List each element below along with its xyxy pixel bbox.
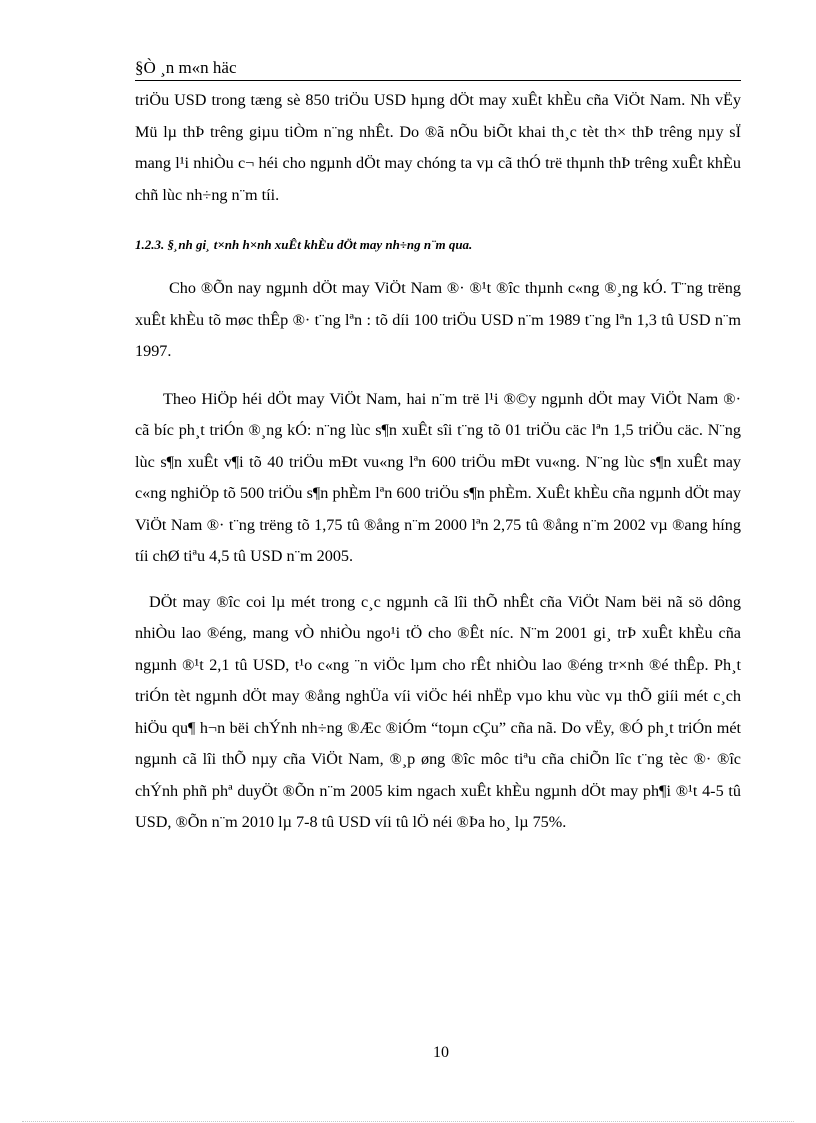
page-header: §Ò ¸n m«n häc xyxy=(135,58,741,81)
page-number: 10 xyxy=(433,1044,449,1061)
paragraph: DÖt may ®îc coi lµ mét trong c¸c ngµnh cã lîi thÕ nhÊt cña ViÖt Nam bëi nã sö dông nhiÒu lao ®éng, mang vÒ nhiÒu ngo¹i tÖ cho ®Êt níc. N¨m 2001 gi¸ trÞ xuÊt khÈu cña ngµnh ®¹t 2,1 tû USD, t¹o c«ng ¨n viÖc lµm cho rÊt nhiÒu lao ®éng tr×nh ®é thÊp. Ph¸t triÓn tèt ngµnh dÖt may ®ång nghÜa víi viÖc héi nhËp vµo khu vùc vµ thÕ giíi mét c¸ch hiÖu qu¶ h¬n bëi chÝnh nh÷ng ®Æc ®iÓm “toµn cÇu” cña nã. Do vËy, ®Ó ph¸t triÓn mét ngµnh cã lîi thÕ nµy cña ViÖt Nam, ®¸p øng ®îc môc tiªu cña chiÕn lîc t¨ng tèc ®· ®îc chÝnh phñ phª duyÖt ®Õn n¨m 2005 kim ngach xuÊt khÈu ngµnh dÖt may ph¶i ®¹t 4-5 tû USD, ®Õn n¨m 2010 lµ 7-8 tû USD víi tû lÖ néi ®Þa ho¸ lµ 75%. xyxy=(135,592,741,831)
page-bottom-border xyxy=(22,1121,794,1122)
paragraph: triÖu USD trong tæng sè 850 triÖu USD hµng dÖt may xuÊt khÈu cña ViÖt Nam. Nh vËy Mü lµ thÞ trêng giµu tiÒm n¨ng nhÊt. Do ®ã nÕu biÕt khai th¸c tèt th× thÞ trêng nµy sÏ mang l¹i nhiÒu c¬ héi cho ngµnh dÖt may chóng ta vµ cã thÓ trë thµnh thÞ trêng xuÊt khÈu chñ lùc nh÷ng n¨m tíi. xyxy=(135,91,741,204)
section-heading: 1.2.3. §¸nh gi¸ t×nh h×nh xuÊt khÈu dÖt may nh÷ng n¨m qua. xyxy=(135,237,473,252)
paragraph: Theo HiÖp héi dÖt may ViÖt Nam, hai n¨m trë l¹i ®©y ngµnh dÖt may ViÖt Nam ®· cã bíc ph¸t triÓn ®¸ng kÓ: n¨ng lùc s¶n xuÊt sîi t¨ng tõ 01 triÖu cäc lªn 1,5 triÖu cäc. N¨ng lùc s¶n xuÊt v¶i tõ 40 triÖu mÐt vu«ng lªn 600 triÖu mÐt vu«ng. N¨ng lùc s¶n xuÊt may c«ng nghiÖp tõ 500 triÖu s¶n phÈm lªn 600 triÖu s¶n phÈm. XuÊt khÈu cña ngµnh dÖt may ViÖt Nam ®· t¨ng trëng tõ 1,75 tû ®ång n¨m 2000 lªn 2,75 tû ®ång n¨m 2002 vµ ®ang híng tíi chØ tiªu 4,5 tû USD n¨m 2005. xyxy=(135,389,741,565)
body-text xyxy=(135,85,741,839)
paragraph: Cho ®Õn nay ngµnh dÖt may ViÖt Nam ®· ®¹t ®îc thµnh c«ng ®¸ng kÓ. T¨ng trëng xuÊt khÈu tõ møc thÊp ®· t¨ng lªn : tõ díi 100 triÖu USD n¨m 1989 t¨ng lªn 1,3 tû USD n¨m 1997. xyxy=(135,279,741,360)
